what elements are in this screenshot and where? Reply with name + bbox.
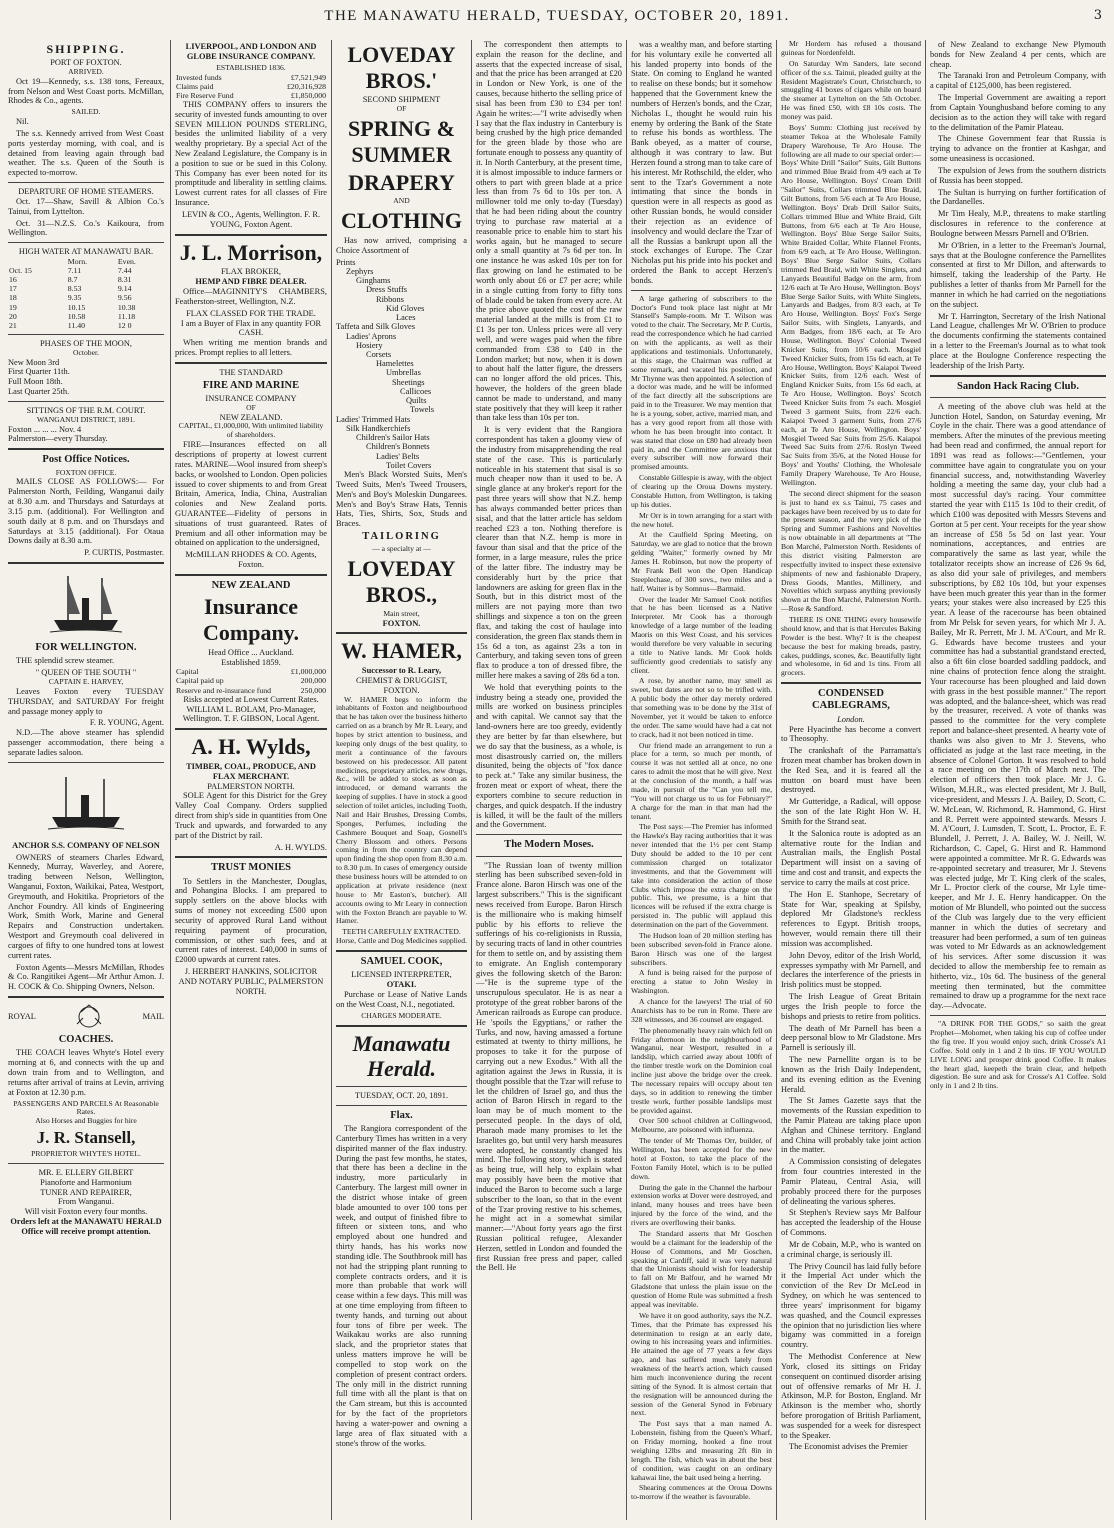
cable-item: Mr T. Harrington, Secretary of the Irish National Land League, challenges Mr W. O'Brien to produce the documents confirming the statements contained in a letter to the Freeman's Journal as to what took place at the Boulogne Conference respecting the leadership of the Irish Party. bbox=[930, 311, 1106, 370]
anchor-text: OWNERS of steamers Charles Edward, Kennedy, Murray, Waverley, and Aorere, trading between Nelson, Wellington, Wanganui, Foxton, Waikikai, Patea, Westport, Greymouth, and Hokitika. Proprietors of the Anchor Foundry. All kinds of Engineering Work, Smith Work, Marine and General Repairs and Construction undertaken. Westport and Greymouth coal delivered in cargoes of fifty to one hundred tons at lowest current rates. bbox=[8, 852, 164, 960]
wellington-ship: " QUEEN OF THE SOUTH " bbox=[35, 668, 137, 678]
moses-text: "The Russian loan of twenty million sterling has been subscribed seven-fold in France alone. Baron Hirsch was one of the largest subscribers." This is the significant news received from Europe. Baron Hirsch is the millionaire who is making himself public by his efforts to relieve the sufferings of his co-religionists in Russia, by securing tracts of land in other countries for them to settle on, and by assisting them to emigrate. An English contemporary gives the following sketch of the Baron:—"He is the supreme type of the unscrupulous speculator. He is as near a prototype of the great robber barons of the American railroads as Europe can produce. He 'spoils the Egyptians,' or rather the Turks, and now, having amassed a fortune estimated at twenty to thirty millions, he proposes to take it for the purpose of carrying out a new Exodus." With all the agitation against the Jews in Russia, it is thought possible that the Tzar will refuse to let the children of Israel go, and thus the action of Baron Hirsch in regard to the loan may be of much moment to the persecuted people. In the days of old, Pharaoh made many promises to let the Israelites go, but until very harsh measures were adopted, he constantly changed his mind. The following story, which is stated as being true, will help to explain what may possibly have been the motive that induced the Baron to become such a large subscriber to the loan, so that in the event of the Tzar proving restive to his schemes, he might act in a somewhat similar manner:—"About forty years ago the first Russian political refugee, Alexander Herzen, settled in London and founded the first Russian free press and paper, called the Bell. He bbox=[476, 860, 622, 1273]
loveday-sub1: SECOND SHIPMENT bbox=[362, 95, 441, 105]
tide-morn: 9.35 bbox=[67, 293, 82, 303]
column-rule bbox=[170, 40, 171, 1520]
nzins-head: Head Office ... Auckland. bbox=[208, 647, 294, 657]
news-item: Mr Orr is in town arranging for a start with the new hotel. bbox=[631, 510, 772, 529]
item: Quilts bbox=[406, 396, 427, 406]
standard-heading: THE STANDARD bbox=[219, 367, 283, 377]
column-2 bbox=[175, 40, 327, 1520]
moon-heading: PHASES OF THE MOON, bbox=[40, 338, 132, 348]
divider bbox=[930, 375, 1106, 377]
wellington-note: N.D.—The above steamer has splendid passenger accommodation, there being a separate ladies saloon. bbox=[8, 728, 164, 757]
tide-morn: 8.7 bbox=[67, 275, 78, 285]
tide-row bbox=[8, 266, 164, 275]
herald-title: Manawatu Herald. bbox=[352, 1030, 451, 1082]
cable-item: Mr Gutteridge, a Radical, will oppose the son of the late Right Hon W. H. Smith for the Strand seat. bbox=[781, 797, 921, 826]
item: Ladies' Trimmed Hats bbox=[336, 414, 411, 424]
herald-date: TUESDAY, OCT. 20, 1891. bbox=[354, 1090, 449, 1100]
coaches-heading: COACHES. bbox=[58, 1034, 114, 1046]
item: Corsets bbox=[366, 349, 392, 359]
item: Callicoes bbox=[400, 386, 432, 396]
news-item: The second direct shipment for the season is just to hand ex s.s Tainui, 75 cases and packages have been received by us to date for the present season, and the very pick of the Spring and Summer Fashions and Novelties is now obtainable in all departments at "The Bon Marché, Palmerston North. Residents of this district visiting Palmerston are respectfully invited to inspect these extensive shipments of new and fashionable Drapery, Dress Goods, Mantles, Millinery, and Novelties which surpass anything previously shown at the Bon Marché, Palmerston North.—Rose & Sandford. bbox=[781, 488, 921, 614]
page-number: 3 bbox=[1093, 8, 1102, 23]
divider bbox=[175, 574, 327, 576]
cable-item: Mr O'Brien, in a letter to the Freeman's Journal, says that at the Boulogne conference the Parnellites consented at first to Mr Dillon, and afterwards to himself, taking the leadership of the Party. He publishes a letter of thanks from Mr Parnell for the manner in which he had carried on the negotiations on the subject. bbox=[930, 240, 1106, 309]
moses-heading: The Modern Moses. bbox=[504, 839, 594, 851]
trust-sign: J. HERBERT HANKINS, SOLICITOR AND NOTARY PUBLIC, PALMERSTON NORTH. bbox=[178, 967, 324, 996]
tide-date: 18 bbox=[9, 293, 17, 303]
item: Toilet Covers bbox=[386, 460, 432, 470]
divider bbox=[8, 182, 164, 183]
tide-header-row bbox=[8, 257, 164, 266]
column-3 bbox=[336, 40, 467, 1520]
divider bbox=[8, 242, 164, 243]
ellery-role: TUNER AND REPAIRER, bbox=[40, 1187, 132, 1197]
cook-name: SAMUEL COOK, bbox=[360, 956, 443, 968]
divider bbox=[336, 1105, 467, 1106]
divider bbox=[8, 1163, 164, 1164]
tide-date: 20 bbox=[9, 311, 17, 321]
tide-date: 16 bbox=[9, 275, 17, 285]
standard-nz: NEW ZEALAND. bbox=[219, 412, 283, 422]
tide-date: Oct. 15 bbox=[9, 266, 32, 276]
cable-item: The Irish League of Great Britain urges the Irish people to force the bishops and priests to retire from politics. bbox=[781, 992, 921, 1021]
fund-label: Invested funds bbox=[176, 72, 222, 82]
cable-item: The Sultan is hurrying on further fortification of the Dardanelles. bbox=[930, 187, 1106, 207]
divider bbox=[930, 1015, 1106, 1016]
standard-text: FIRE—Insurances effected on all descriptions of property at lowest current rates. MARINE—Wool insured from sheep's backs, or woolshed to London. Open policies issued to cover shipments to and from Great Britain, America, India, China, Australian colonies and New Zealand ports. GUARANTEE—Fidelity of persons in situations of trust guaranteed. Rates of Premium and all other information may be obtained on application to the undersigned, bbox=[175, 440, 327, 548]
morrison-name: J. L. Morrison, bbox=[179, 239, 323, 265]
nzins-big: Insurance Company. bbox=[203, 594, 299, 645]
tide-row bbox=[8, 284, 164, 293]
news-item: We have it on good authority, says the N.Z. Times, that the Primate has expressed his determination to resign at an early date, owing to his increasing years and infirmities. He attained the age of 77 years a few days ago, and has suffered much lately from weakness of the heart's action, which caused him much inconvenience during the recent sitting of the Synod. It is almost certain that the resignation will be announced during the session of the General Synod in February next. bbox=[631, 1310, 772, 1418]
loveday-name: LOVEDAY BROS.' bbox=[347, 42, 456, 93]
item: Sheetings bbox=[392, 377, 425, 387]
divider bbox=[336, 950, 467, 952]
liverpool-funds bbox=[175, 73, 327, 100]
anchor-ship-icon bbox=[46, 767, 126, 837]
court-line: Palmerston—every Thursday. bbox=[8, 434, 108, 444]
moon-month: October. bbox=[73, 347, 99, 357]
item: Zephyrs bbox=[346, 266, 374, 276]
royal-label: ROYAL bbox=[8, 1012, 36, 1022]
cook-text: Purchase or Lease of Native Lands on the West Coast, N.I., negotiated. bbox=[336, 989, 467, 1009]
standard-sub: FIRE AND MARINE bbox=[202, 379, 300, 391]
court-sub: WANGANUI DISTRICT, 1891. bbox=[36, 414, 136, 424]
standard-of: OF bbox=[246, 402, 256, 412]
news-item: Over the leader Mr Samuel Cook notifies that he has been licensed as a Native Interpreter. Mr Cook has a thorough knowledge of a large number of the leading Maoris on this West Coast, and his services would therefore be very valuable in securing a title to Native lands. Mr Cook holds sufficiently good credentials to satisfy any client. bbox=[631, 594, 772, 675]
fund-row bbox=[175, 686, 327, 695]
news-item: A fund is being raised for the purpose of erecting a statue to John Wesley in Washington. bbox=[631, 968, 772, 996]
divider bbox=[8, 562, 164, 564]
item: Hosiery bbox=[356, 340, 383, 350]
loveday-items bbox=[336, 258, 467, 470]
flax-text: The Rangiora correspondent of the Canterbury Times has written in a very dispirited manner of the flax industry. During the past few months, he states, that there has been a decline in the industry, more particularly in Canterbury. The largest mill owner in the district whose intake of green blade amounted to over 100 tons per week, and output of finished fibre to fifteen or sixteen tons, and who employed about one hundred and thirty hands, has his works now standing idle. The Southbrook mill has not had the stripping plant running to complete contracts orders, and it is more than probable that work will cease within a few days. This mill was at one time employing from fifteen to twenty hands, and turning out about four tons of fibre per week. The Waikakau works are also running slack, and the proprietor states that unless matters improve he will be compelled to stop work on the completion of present contract orders. The only mill in the district running full time with all the plant is that on the Cam stream, but this is accounted for by the fact of the proprietors having a water-power and owning a large area of flax situated with a stone's throw of the works. bbox=[336, 1124, 467, 1448]
morrison-office: Office—MAGINNITY'S CHAMBERS, Featherston-street, Wellington, N.Z. bbox=[175, 287, 327, 306]
cable-item: The Imperial Government are awaiting a report from Captain Younghusband before coming to any decision as to the action they will take with regard to the delimitation of the Pamir Plateau. bbox=[930, 93, 1106, 132]
fund-label: Reserve and re-insurance fund bbox=[176, 685, 272, 695]
divider bbox=[336, 632, 467, 634]
tide-morn: 10.15 bbox=[67, 302, 86, 312]
news-footer: Shearing commences at the Oroua Downs to-morrow if the weather is favourable. bbox=[631, 1483, 772, 1502]
departure-line: Oct. 31—N.Z.S. Co.'s Kaikoura, from Wellington. bbox=[8, 218, 164, 238]
clothing-ad: Boys' Summ: Clothing just received by steamer Tekoa at the Wholesale Family Drapery Warehouse, Te Aro House. The following are all made to our special order:—Boys' White Drill "Sailor" Suits, Gilt Buttons and trimmed Blue Braid from 4/9 each at Te Aro House, Wellington. Boys' Cream Drill "Sailor" Suits, Collars trimmed Blue Braid, Gilt Buttons, from 5/6 each at Te Aro House, Wellington. Boys' Drab Drill Sailor Suits, Collars trimmed Blue and White Braid, Gilt Buttons, from 6/6 each at Te Aro House, Wellington. Boys' Blue Serge Sailor Suits, White Braided Collar, White Flannel Fronts, from 6/9 each, at Te Aro House, Wellington. Boys' Blue Serge Sailor Suits, Collars trimmed Red Braid, with White Singlets, and Lanyards Beautiful Badge on the arm, from 12/6 each at Te Aro House, Wellington. Boys' Blue Serge Sailor Suits, with White Singlets, Lanyards and Badges, from 8/3 each, at Te Aro House, Wellington. Boys' Fox's Serge Sailor Suits, with Singlets, Lanyards, and Arm Badges, from 18/6 each, at Te Aro House, Wellington. Boys' Colonial Tweed Knicker Suits, from 10/6 each. Mosgiel Tweed Knicker Suits, from 15s 6d each, at Te Aro House, Wellington. Boys' Kaiapoi Tweed Knicker Suits, from 12/6 each. West of England Knicker Suits, from 15s 6d each, at Te Aro House, Wellington. Boys' Scotch Tweed Knicker Suits from 7s each. Mosgiel Tweed 3 garment Suits, from 22/6 each. Kaiapoi Tweed 3 garment Suits, from 27/6 each, at Te Aro House, Wellington. Boys' Mosgiel Tweed Sac Suits from 25/6. Kaiapoi Tweed Sac Suits from 27/6. Roslyn Tweed Sac Suits from 35/6, at the Noted House for Boys' and Youths' Clothing, the Wholesale Family Drapery Warehouse, Te Aro House, Wellington. bbox=[781, 122, 921, 487]
cable-item: The death of Mr Parnell has been a deep personal blow to Mr Gladstone. Mrs Parnell is seriously ill. bbox=[781, 1023, 921, 1053]
anchor-heading: ANCHOR S.S. COMPANY OF NELSON bbox=[12, 840, 160, 850]
news-item: The Post says that a man named A. Lobenstein, fishing from the Queen's Wharf, on Friday morning, hooked a fine trout weighing 12lbs and measuring 2ft 8in in length. The fish, which was in about the best of condition, was caught on an ordinary kahawai line, the bait used being a herring. bbox=[631, 1419, 772, 1482]
tide-even: 9.14 bbox=[117, 284, 132, 294]
tide-row bbox=[8, 312, 164, 321]
divider bbox=[631, 290, 772, 291]
arrived-text: Oct 19—Kennedy, s.s. 138 tons, Fereaux, from Nelson and West Coast ports. McMillan, Rhodes & Co., agents. bbox=[8, 76, 164, 106]
fund-row bbox=[175, 91, 327, 100]
divider bbox=[476, 834, 622, 835]
coaches-horses: Also Horses and Buggies for hire bbox=[35, 1116, 137, 1126]
cables-place: London. bbox=[837, 714, 865, 724]
loveday-and: AND bbox=[393, 196, 410, 206]
tide-row bbox=[8, 275, 164, 284]
column-rule bbox=[925, 40, 926, 1520]
divider bbox=[8, 448, 164, 450]
departure-heading: DEPARTURE OF HOME STEAMERS. bbox=[18, 187, 154, 197]
divider bbox=[8, 996, 164, 998]
news-item: The phenomenally heavy rain which fell on Friday afternoon in the neighbourhood of Wanganui, near Westport, resulted in a landslip, which carried away about 100ft of the timber trestle work on the Dominion coal incline just above the bridge over the creek. The necessary repairs will occupy about ten days, so in addition to renewing the timber trestle work, further possible landslips must be provided against. bbox=[631, 1025, 772, 1115]
cable-item: The St James Gazette says that the movements of the Russian expedition to the Pamir Plateau are taking place upon Afghan and Chinese territory. England and China will probably take joint action in the matter. bbox=[781, 1096, 921, 1155]
tide-table bbox=[8, 257, 164, 330]
cable-intro: of New Zealand to exchange New Plymouth bonds for New Zealand 4 per cents, which are cheap. bbox=[930, 40, 1106, 69]
tide-header bbox=[8, 257, 67, 266]
news-item: Mr Hordern has refused a thousand guineas for Nordenfeldt. bbox=[781, 40, 921, 57]
cable-item: Mr de Cobain, M.P., who is wanted on a criminal charge, is seriously ill. bbox=[781, 1239, 921, 1259]
morrison-dealer: HEMP AND FIBRE DEALER. bbox=[195, 277, 307, 287]
column-rule bbox=[331, 40, 332, 1520]
ellery-visit: Will visit Foxton every four months. bbox=[24, 1207, 148, 1217]
cable-item: The Hon E. Stanhope, Secretary of State for War, speaking at Spilsby, deplored Mr Gladstone's reckless references to Egypt. British troops, however, would remain there till their mission was accomplished. bbox=[781, 889, 921, 948]
tide-even: 9.56 bbox=[117, 293, 132, 303]
shipping-heading: SHIPPING. bbox=[46, 42, 126, 56]
flax-heading: Flax. bbox=[390, 1109, 413, 1121]
news-item: Over 500 school children at Collingwood, Melbourne, are poisoned with influenza. bbox=[631, 1116, 772, 1135]
item: Prints bbox=[336, 257, 356, 267]
hamer-succ: Successor to R. Leary, bbox=[361, 666, 442, 676]
tide-row bbox=[8, 303, 164, 312]
news-item: A chance for the lawyers! The trial of 60 Anarchists has to be run in Rome. There are 328 witnesses, and 36 counsel are engaged. bbox=[631, 997, 772, 1024]
divider bbox=[781, 682, 921, 684]
coaches-text: THE COACH leaves Whyte's Hotel every morning at 6, and connects with the up and down train from and to Wellington, and returns after arrival of trains at Levin, arriving at Foxton at 12.30 p.m. bbox=[8, 1048, 164, 1097]
tide-morn: 10.58 bbox=[67, 311, 86, 321]
news-item: THERE IS ONE THING every housewife should know, and that is that Hercules Baking Powder is the best. Why? It is the cheapest because the best for making breads, pastry, cakes, puddings, scones, &c. Beautifully light and wholesome, in 6d and 1s tins. From all grocers. bbox=[781, 615, 921, 678]
tide-even: 8.31 bbox=[117, 275, 132, 285]
liverpool-est: ESTABLISHED 1836. bbox=[216, 62, 286, 72]
hamer-name: W. HAMER, bbox=[341, 638, 462, 664]
sandon-heading: Sandon Hack Racing Club. bbox=[957, 380, 1079, 392]
news-item: During the gale in the Channel the harbour extension works at Dover were destroyed, and inland, many houses and trees have been injured by the force of the wind, and the rivers are overflowing their banks. bbox=[631, 1182, 772, 1228]
post-sub: FOXTON OFFICE. bbox=[55, 467, 117, 477]
royal-crest-icon bbox=[72, 1002, 106, 1032]
nzins-funds bbox=[175, 667, 327, 694]
post-text: MAILS CLOSE AS FOLLOWS:— For Palmerston North, Feilding, Wanganui daily at 8.30 a.m. and Thursdays and Saturdays at 3.15 p.m. (additional). For Wellington and south daily at 8 p.m. and on Thursdays and Saturdays at 3.15 (additional). For Otaua Downs daily at 8.30 a.m. bbox=[8, 477, 164, 546]
cable-item: St Stephen's Review says Mr Balfour has accepted the leadership of the House of Commons. bbox=[781, 1208, 921, 1238]
item: Laces bbox=[396, 313, 416, 323]
cable-item: John Devoy, editor of the Irish World, expresses sympathy with Mr Parnell, and declares the interference of the priests in Irish politics must be stopped. bbox=[781, 950, 921, 990]
cable-item: The Privy Council has laid fully before it the Imperial Act under which the conviction of the Rev Dr McLeod in Sydney, on which he was sentenced to three years' imprisonment for bigamy was quashed, and the Council expresses the opinion that no jurisdiction lies where bigamy was committed in a foreign country. bbox=[781, 1261, 921, 1350]
wellington-heading: FOR WELLINGTON. bbox=[35, 642, 137, 654]
hamer-vet: Horse, Cattle and Dog Medicines supplied. bbox=[336, 936, 467, 946]
wylds-trade: TIMBER, COAL, PRODUCE, AND FLAX MERCHANT. bbox=[186, 761, 316, 781]
divider bbox=[930, 397, 1106, 398]
liverpool-agents: LEVIN & CO., Agents, Wellington. F. R. YOUNG, Foxton Agent. bbox=[181, 209, 321, 229]
liverpool-heading: LIVERPOOL, AND LONDON AND GLOBE INSURANCE COMPANY. bbox=[185, 42, 317, 61]
item: Umbrellas bbox=[386, 368, 421, 378]
item: Taffeta and Silk Gloves bbox=[336, 322, 416, 332]
wellington-text: THE splendid screw steamer. bbox=[16, 656, 115, 666]
loveday-clothing: CLOTHING bbox=[340, 208, 463, 234]
cable-item: The new Parnellite organ is to be known as the Irish Daily Independent, and its evening edition as the Evening Herald. bbox=[781, 1055, 921, 1094]
nzins-est: Established 1859. bbox=[221, 657, 281, 667]
tide-date: 21 bbox=[9, 320, 17, 330]
column-rule bbox=[776, 40, 777, 1520]
divider bbox=[336, 1086, 467, 1087]
morrison-classed: FLAX CLASSED FOR THE TRADE. bbox=[186, 308, 316, 318]
news-item: A large gathering of subscribers to the Doctor's Fund took place last night at Mr Stansell's Sample-room. Mr T. Wilson was voted to the chair. The Secretary, Mr P. Curtis, read the correspondence which he had carried on with the applicants, as well as their applications and testimonials. Unfortunately, at this stage, the Chairman was ruffled at some remark, and vacated his position, and Mr Thynne was then appointed. A selection of a doctor was made, and he will be informed of the fact directly all the subscriptions are paid in to the Treasurer. We may mention that he is a young, sober, active, married man, and has a very good report from all those with whom he has been brought into contact. It was stated that close on £80 had already been paid in, and the Committee are anxious that every subscriber will now forward their promised amounts. bbox=[631, 293, 772, 472]
fund-label: Capital paid up bbox=[176, 676, 224, 686]
fund-value: £1,850,000 bbox=[290, 90, 326, 100]
fund-label: Fire Reserve Fund bbox=[176, 90, 234, 100]
tide-even: 11.18 bbox=[117, 311, 136, 321]
tide-row bbox=[8, 293, 164, 302]
cable-item: It the Salonica route is adopted as an alternative route for the Indian and Australian mails, the English Postal Department will insist on a saving of time and cost and transit, and expects the service to carry the mails at cost price. bbox=[781, 828, 921, 887]
item: Ladies' Aprons bbox=[346, 331, 397, 341]
divider bbox=[175, 234, 327, 236]
court-line: Foxton ... ... ... Nov. 4 bbox=[8, 424, 82, 434]
item: Children's Bonnets bbox=[366, 442, 430, 452]
fund-row bbox=[175, 676, 327, 685]
tide-even: 10.38 bbox=[117, 302, 136, 312]
masthead bbox=[0, 8, 1114, 34]
hamer-text: W. HAMER begs to inform the inhabitants of Foxton and neighbourhood that he has taken over the business hitherto carried on as a branch by Mr R. Leary, and hopes by strict attention to business, and keeping only drugs of the best quality, to merit a continuance of the favours bestowed on his predecessor. All patent medicines, proprietary articles, new drugs, &c., will be added to stock as soon as introduced, or demand warrants the keeping of supplies. I have in stock a good selection of toilet articles, including Tooth, Nail and Hair Brushes, Dressing Combs, Sponges, Perfumes, including the Cashmere Bouquet and Soap, Gosnell's Cherry Blossom and others. Persons coming in from the country can depend upon finding the shop open from 8.30 a.m. to 8.30 p.m. In cases of emergency outside these business hours will be attended to on application at private residence (next house to Mr Easton's, butcher). All accounts owing to Mr Leary in connection with the Foxton Branch are payable to W. Hamer. bbox=[336, 694, 467, 926]
news-item: The Hudson loan of 20 million sterling has been subscribed seven-fold in France alone. Baron Hirsch was one of the largest subscribers. bbox=[631, 930, 772, 967]
cable-item: Mr Tim Healy, M.P., threatens to make startling disclosures in reference to the conference at Boulogne between Messrs Parnell and O'Brien. bbox=[930, 209, 1106, 238]
fund-value: 250,000 bbox=[300, 685, 326, 695]
ellery-from: From Wanganui. bbox=[58, 1197, 114, 1207]
cable-item: The Taranaki Iron and Petroleum Company, with a capital of £125,000, has been registered. bbox=[930, 71, 1106, 91]
fund-row bbox=[175, 73, 327, 82]
item: Ladies' Belts bbox=[376, 451, 420, 461]
moon-line: Last Quarter 25th. bbox=[8, 387, 70, 397]
royal-mail-row bbox=[8, 1002, 164, 1032]
morrison-note: When writing me mention brands and prices. Prompt replies to all letters. bbox=[175, 338, 327, 357]
moon-line: First Quarter 11th. bbox=[8, 367, 70, 377]
court-heading: SITTINGS OF THE R.M. COURT. bbox=[26, 405, 146, 415]
flax-text-4: We hold that everything points to the industry being a steady one, provided the mills are worked on business principles and with capital. We cannot say that the land-owners here are too greedy, evidently they are better by far than elsewhere, but we do say that the business, as a whole, is most disastrously carried on, the millers disunited, being the objects of "fox dance to peck at." Take any similar business, the frozen meat or export of wheat, there the exporters combine to secure reduction in charges, and quick despatch. If the industry is killed, it will be the fault of the millers and the Government. bbox=[476, 682, 622, 830]
loveday-more: Men's Black Worsted Suits, Men's Tweed Suits, Men's Tweed Trousers, Men's and Boy's Moleskin Dungarees. Men's and Boy's Straw Hats, Tennis Hats, Ties, Shirts, Sox, Studs and Braces. bbox=[336, 470, 467, 529]
tide-header: Morn. bbox=[67, 257, 88, 267]
post-heading: Post Office Notices. bbox=[42, 454, 130, 466]
divider bbox=[8, 401, 164, 402]
fund-label: Capital bbox=[176, 667, 199, 677]
news-item: Constable Gillespie is away, with the object of clearing up the Oroua Downs mystery. Constable Hutton, from Wellington, is taking up his duties. bbox=[631, 473, 772, 509]
tide-morn: 8.53 bbox=[67, 284, 82, 294]
sandon-text: A meeting of the above club was held at the Junction Hotel, Sandon, on Saturday evening, Mr Coyle in the chair. There was a good attendance of members. After the minutes of the previous meeting had been read and confirmed, the annual report for 1891 was read as follows:—"Gentlemen, your committee have again to congratulate you on your financial success, and, notwithstanding Waverley holding a meeting the same day, your club had a most successful day's racing. Your committee started the year with £115 1s 10d to their credit, of which £100 was deposited with Messrs Stevens and Gorton at 5 per cent. Your receipts for the year show an increase of £58 5s 5d on last year. Your nominations, acceptances, and entries are comparatively the same as last year, while the totalizator receipts show an increase of £26 9s 6d, as also did your sale of privileges, and members subscriptions, by £82 10s 10d, but your expenses have been much greater this year than in the former years; your stakes were also increased by £25 this year. A lease of the racecourse has been obtained from Mr Pelsk for seven years, for which Mr J. A. Bailey, Mr R. Perrett, Mr J. M. A'Court, and Mr R. G. Edwards have become trustees and your committee has had a substantial grandstand erected, also a 6ft 6in close boarded saddling paddock, and nine chains of protection fence along the straight. Your racecourse has been ploughed and laid down with grass in the best possible manner." The report was adopted, and the balance-sheet, which was read by the treasurer, received. A vote of thanks was passed to the committee for the very complete report and balance-sheet presented. A hearty vote of thanks was also given to Mr J. Stevens, who officiated as judge at the last race meeting, in the absence of Colonel Gorton. It was resolved to hold a race meeting on the 17th of March next. The election of officers then took place. Mr J. G. Wilson, M.H.R., was elected president, Mr J. Bull, vice-president, and Messrs J. A. Bailey, D. Scott, C. W. McLean, W. Richmond, R. Hammond, G. Hirst and R. Perrett were appointed stewards. Messrs J. M. A'Court, J. Lumsden, T. Scott, L. Proctor, E. F. Blundell, J. Perrett, J. A. Bailey, W. J. Neill, W. Richardson, C. Capel, G. Hirst and R. Hammond were appointed a committee. Mr R. G. Edwards was re-appointed secretary and treasurer, Mr J. Stevens was elected judge, Mr T. King clerk of the scales, Mr L. Proctor clerk of the course, Mr Lyle time-keeper, and Mr J. E. Henry handicapper. On the motion of Mr Blundell, who pointed out the success of the Club was largely due to the very efficient manner in which the duties of secretary and treasurer had been performed, a sum of ten guineas was voted to Mr Edwards as an acknowledgement of his services. After some discussion it was decided to allow the membership fee to remain as hitherto, viz., 10s 6d. The business of the general meeting then terminated, but the committee remained to draw up a programme for the next race day.—Advocate. bbox=[930, 401, 1106, 1011]
cook-place: OTAKI. bbox=[386, 980, 417, 990]
item: Dress Stuffs bbox=[366, 285, 408, 295]
news-item: On Saturday Wm Sanders, late second officer of the s.s. Tainui, pleaded guilty at the Resident Magistrate's Court, Christchurch, to smuggling 41 boxes of cigars while on board the steamer at Lyttelton on the 5th October. He was fined £50, with £8 10s costs. The money was paid. bbox=[781, 58, 921, 121]
nzins-agents: WILLIAM L. BOLAM, Pro-Manager, Wellington. T. F. GIBSON, Local Agent. bbox=[182, 704, 320, 724]
loveday-drapery: DRAPERY bbox=[348, 169, 455, 195]
stansell-prop: PROPRIETOR WHYTE'S HOTEL. bbox=[31, 1149, 141, 1159]
ellery-sub: Pianoforte and Harmonium bbox=[40, 1177, 132, 1187]
column-5 bbox=[631, 40, 772, 1520]
coffee-ad: "A DRINK FOR THE GODS," so saith the great Prophet—Mohomet, when taking his cup of coffee under the fig tree. If you would enjoy such, drink Crosse's A1 Coffee. Sold only in 1 and 2 lb tins. IF YOU WOULD LIVE LONG and prosper drink good Coffee. It makes the heart glad, keepeth the brain clear, and helpeth digestion. Be sure and ask for Crosse's A1 Coffee. Sold only in 1 and 2 lb tins. bbox=[930, 1019, 1106, 1091]
hamer-town: FOXTON. bbox=[383, 685, 420, 695]
tide-date: 19 bbox=[9, 302, 17, 312]
loveday-of: OF bbox=[396, 104, 407, 114]
news-item: Our friend made an arrangement to run a place for a term, so much per month, of course it was not settled all at once, no one cares to admit the most that he will give. Next at the conclusion of the month, a half was made, in pursuit of the "Can you tell me, "You will not charge us to us for February?" A charge for the man in that man had the tenant. bbox=[631, 740, 772, 821]
item: Ginghams bbox=[356, 276, 391, 286]
anchor-agents: Foxton Agents—Messrs McMillan, Rhodes & Co. Rangitikei Agent—Mr Arthur Amon. J. H. COCK & Co. Shipping Owners, Nelson. bbox=[8, 962, 164, 992]
tide-date: 17 bbox=[9, 284, 17, 294]
liverpool-text: THIS COMPANY offers to insurers the security of invested funds amounting to over SEVEN MILLION POUNDS STERLING, besides the unlimited liability of a very wealthy proprietary. By a special Act of the New Zealand Legislature, the Company is in a position to sue or be sued in this Colony. This Company has ever been noted for its promptitude and liberality in settling claims. Lowest current rates for all classes of Fire Insurance. bbox=[175, 99, 327, 208]
flax-text-2: The correspondent then attempts to explain the reason for the decline, and asserts that the expected increase of sisal, and that the price has been arranged at £20 in London or New York, is one of the causes, because hitherto the selling price of sisal has been from £30 to £34 per ton! Again he writes:—"I write advisedly when I say that the flax industry in Canterbury is being crushed by the high price demanded for the green blade by those who are fortunate enough to possess any quantity of it. In North Canterbury, at the present time, it is almost impossible to induce farmers or others to part with green blade at a price less than from 7s 6d to 10s per ton. A millowner told me only to-day (Tuesday) that he had been riding about the country trying to purchase raw material at a reasonable price to enable him to start his works again, but he managed to secure only a small quantity at 7s 6d per ton. In one instance he was asked 10s per ton for flax growing on land he estimated to be worth only about £6 or £7 per acre; while in a single cutting from forty to fifty tons of blade could be taken from every acre. At the price above quoted the cost of the raw material landed at the mills is from £1 to £1 3s per ton. Unless prices were all very well, and were wages paid when the fibre commanded from £38 to £40 in the London market; but now, when it is down to about half the latter figure, the dressers can no longer afford the old prices. This, however, the holders of the green blade cannot be made to understand, and many state positively that they will keep it rather than take less than 10s per ton. bbox=[476, 40, 622, 423]
ellery-orders: Orders left at the MANAWATU HERALD Office will receive prompt attention. bbox=[10, 1217, 162, 1236]
moon-line: New Moon 3rd bbox=[8, 357, 60, 367]
cable-item: The Methodist Conference at New York, closed its sittings on Friday consequent on continued disorder arising out of offensive remarks of Mr H. J. Atkinson, M.P. for Boston, England. Mr Atkinson is the member who, shortly before prorogation of British Parliament, was suspended for a week for disrespect to the Speaker. bbox=[781, 1352, 921, 1440]
cable-item: A Commission consisting of delegates from four countries interested in the Pamir Plateau, Central Asia, will probably proceed there for the purposes of delineating the various spheres. bbox=[781, 1157, 921, 1206]
tide-even: 12 0 bbox=[117, 320, 132, 330]
news-item: The Post says:—The Premier has informed the Hawke's Bay racing authorities that it was never intended that the 1½ per cent Stamp Duty should be added to the 10 per cent commission charged on totalizator investments, and that the Government will take into consideration the action of those Clubs which impose the extra charge on the public. This, we presume, is a hint that licences will be refused if the extra charge is persisted in. The public will applaud this determination on the part of the Government. bbox=[631, 822, 772, 930]
fund-value: £20,316,928 bbox=[287, 81, 326, 91]
fund-value: £1,000,000 bbox=[290, 667, 326, 677]
divider bbox=[175, 728, 327, 730]
fund-row bbox=[175, 667, 327, 676]
column-1 bbox=[8, 40, 164, 1520]
cable-item: Pere Hyacinthe has become a convert to Theosophy. bbox=[781, 724, 921, 744]
tide-morn: 11.40 bbox=[67, 320, 86, 330]
item: Hamelettes bbox=[376, 359, 414, 369]
news-item: A rose, by another name, may smell as sweet, but dates are not so to be trifled with. A public body the other day merely ordered that something was to be done by the 31st of November, yet it would be taken to enforce the order. The same would have had a cat not to crack, had it not been noticed in time. bbox=[631, 676, 772, 739]
loveday-text: Has now arrived, comprising a Choice Assortment of bbox=[336, 235, 467, 255]
column-rule bbox=[471, 40, 472, 1520]
hamer-teeth: TEETH CAREFULLY EXTRACTED. bbox=[342, 927, 461, 937]
divider bbox=[476, 856, 622, 857]
tide-row bbox=[8, 321, 164, 330]
divider bbox=[175, 856, 327, 858]
post-sign: P. CURTIS, Postmaster. bbox=[84, 548, 164, 558]
wellington-sail: Leaves Foxton every TUESDAY THURSDAY, and SATURDAY For freight and passage money apply to bbox=[8, 686, 164, 716]
mail-label: MAIL bbox=[142, 1012, 164, 1022]
loveday-sub2: SPRING & SUMMER bbox=[348, 116, 455, 167]
standard-co: INSURANCE COMPANY bbox=[205, 393, 297, 403]
standard-capital: CAPITAL, £1,000,000, With unlimited liability of shareholders. bbox=[178, 421, 324, 440]
divider bbox=[336, 1025, 467, 1027]
sailed-text: Nil. bbox=[16, 117, 29, 127]
trust-text: To Settlers in the Manchester, Douglas, and Pohangina Blocks. I am prepared to supply settlers on the above blocks with sums of money not exceeding £500 upon security of approved Rural Land without requiring payment of procuration, commission, or other such fees, and at current rates of interest. £40,000 in sums of £2000 upwards at current rates. bbox=[175, 876, 327, 965]
column-rule bbox=[626, 40, 627, 1520]
fund-row bbox=[175, 82, 327, 91]
ellery-name: MR. E. ELLERY GILBERT bbox=[38, 1167, 134, 1177]
cable-footer: The Economist advises the Premier bbox=[789, 1442, 908, 1452]
fund-value: 200,000 bbox=[300, 676, 326, 686]
divider bbox=[8, 334, 164, 335]
column-4 bbox=[476, 40, 622, 1520]
coaches-parcels: PASSENGERS AND PARCELS At Reasonable Rates. bbox=[13, 1098, 159, 1117]
tide-header: Even. bbox=[117, 257, 136, 267]
nzins-heading: NEW ZEALAND bbox=[211, 579, 291, 591]
cables-heading: CONDENSED CABLEGRAMS, bbox=[812, 688, 890, 712]
loveday-town: FOXTON. bbox=[382, 618, 421, 628]
news-item: The Standard asserts that Mr Goschen would be a claimant for the leadership of the House of Commons, and Mr Goschen, speaking at Cardiff, said it was very natural that the Unionists should wish for leadership to fall on Mr Balfour, and he warned Mr Gladstone that unless the plain issue on the question of Home Rule was submitted a fresh appeal was inevitable. bbox=[631, 1228, 772, 1309]
wellington-captain: CAPTAIN E. HARVEY, bbox=[48, 677, 124, 686]
column-6 bbox=[781, 40, 921, 1520]
item: Ribbons bbox=[376, 294, 404, 304]
loveday-spec: — a specialty at — bbox=[372, 544, 431, 554]
moon-line: Full Moon 18th. bbox=[8, 377, 63, 387]
wylds-sign: A. H. WYLDS. bbox=[274, 842, 327, 852]
arrived-label: ARRIVED. bbox=[68, 66, 104, 76]
wylds-text: SOLE Agent for this District for the Grey Valley Coal Company. Orders supplied direct from ship's side in quantities from One Truck and upwards, and forwarded to any part of the District by rail. bbox=[175, 791, 327, 840]
item: Silk Handkerchiefs bbox=[346, 423, 411, 433]
cable-item: The Chinese Government fear that Russia is trying to advance on the frontier at Kashgar, and some uneasiness is occasioned. bbox=[930, 134, 1106, 164]
item: Children's Sailor Hats bbox=[356, 433, 430, 443]
wylds-name: A. H. Wylds, bbox=[191, 734, 311, 760]
morrison-buyer: I am a Buyer of Flax in any quantity FOR CASH. bbox=[180, 318, 322, 338]
item: Kid Gloves bbox=[386, 303, 425, 313]
hamer-role: CHEMIST & DRUGGIST, bbox=[355, 675, 448, 685]
tide-even: 7.44 bbox=[117, 266, 132, 276]
nzins-risks: Risks accepted at Lowest Current Rates. bbox=[183, 694, 319, 704]
tide-morn: 7.11 bbox=[67, 266, 82, 276]
loveday-st: Main street, bbox=[383, 608, 420, 618]
shipping-port: PORT OF FOXTON. bbox=[50, 58, 122, 68]
cook-role: LICENSED INTERPRETER, bbox=[351, 970, 452, 980]
water-heading: HIGH WATER AT MANAWATU BAR. bbox=[18, 247, 154, 257]
cable-item: The crankshaft of the Parramatta's frozen meat chamber has broken down in the Red Sea, and it is feared all the mutton on board must have been destroyed. bbox=[781, 746, 921, 795]
standard-agents: McMILLAN RHODES & CO. Agents, Foxton. bbox=[185, 550, 317, 570]
divider bbox=[8, 762, 164, 763]
column-7 bbox=[930, 40, 1106, 1520]
divider bbox=[175, 362, 327, 364]
trust-heading: TRUST MONIES bbox=[210, 862, 292, 874]
item: Towels bbox=[410, 405, 435, 415]
loveday-tailoring: TAILORING bbox=[362, 531, 441, 542]
flax-text-3: It is very evident that the Rangiora correspondent has taken a gloomy view of the industry from misapprehending the real state of the case. This is particularly noticeable in his statement that sisal is so much cheaper now than it used to be. A single glance at any broker's report for the past three years will show that N.Z. hemp has always commanded better prices than sisal, and that the latter article has seldom reached £23 a ton. Nothing therefore is clearer than that N.Z. hemp is more in favour than sisal and that the price of the former, in a large measure, rules the price of the latter fibre. The industry may be considerably hurt by the price that landowners are asking for green flax in the South, but in this district most of the millers are not paying more than two shillings and sixpence a ton on the green flax, and taking the cost of haulage into consideration, the green flax stands them in 15s 6d a ton, as against 23s a ton in Canterbury, and taking seven tons of green flax to produce a ton of dressed fibre, the miller here makes a saving of 28s 6d a ton. bbox=[476, 425, 622, 680]
moses-text-2: was a wealthy man, and before starting for his voluntary exile he converted all his landed property into bonds of the State. On coming to England he wanted to realise on these bonds; but it somehow happened that the Government knew the numbers of Herzen's bonds, and the Czar, Nicholas I., thought he would ruin his enemy by ordering the Bank of the State to refuse his bonds as worthless. The Bank obeyed, as a matter of course, although it was contrary to law. But Herzen found a strong man to take care of his interest. Mr Rothschild, the elder, who sent to the Tzar's Government a note intimating that since the bonds in question were in all respects as good as other Russian bonds, he would consider their rejection as an evidence of insolvency and would declare the Tzar of all the Russias a bankrupt upon all the stock exchanges of Europe. The Czar Nicholas put his pride into his pocket and ordered the Bank to accept Herzen's bonds. bbox=[631, 40, 772, 285]
stansell-name: J. R. Stansell, bbox=[36, 1128, 136, 1148]
masthead-title: THE MANAWATU HERALD, TUESDAY, OCTOBER 20, 1891. bbox=[324, 8, 790, 24]
cook-charges: CHARGES MODERATE. bbox=[361, 1010, 442, 1020]
morrison-role: FLAX BROKER, bbox=[220, 267, 282, 277]
fund-value: £7,521,949 bbox=[290, 72, 326, 82]
cable-item: The expulsion of Jews from the southern districts of Russia has been stopped. bbox=[930, 165, 1106, 185]
news-item: At the Caulfield Spring Meeting, on Saturday, we are glad to notice that the brown gelding "Waiter," formerly owned by Mr James H. Robinson, but now the property of Mr Frank Bell won the Open Handicap Steeplechase, of 300 sovs., two miles and a half. Waiter is by Somnus—Barmaid. bbox=[631, 530, 772, 593]
shipping-notes: The s.s. Kennedy arrived from West Coast ports yesterday morning, with coal, and is detained from leaving again through bad weather. The s.s. Queen of the South is expected to-morrow. bbox=[8, 128, 164, 178]
steamship-icon bbox=[46, 568, 126, 638]
loveday-name2: LOVEDAY BROS., bbox=[347, 556, 456, 607]
departure-line: Oct. 17—Shaw, Savill & Albion Co.'s Tainui, from Lyttelton. bbox=[8, 196, 164, 216]
fund-label: Claims paid bbox=[176, 81, 214, 91]
sailed-label: SAILED. bbox=[71, 107, 101, 117]
news-item: The tender of Mr Thomas Orr, builder, of Wellington, has been accepted for the new hotel at Foxton, to take the place of the Foxton Family Hotel, which is to be pulled down. bbox=[631, 1136, 772, 1181]
wylds-place: PALMERSTON NORTH. bbox=[207, 781, 295, 791]
wellington-agent: F. R. YOUNG, Agent. bbox=[89, 718, 164, 728]
